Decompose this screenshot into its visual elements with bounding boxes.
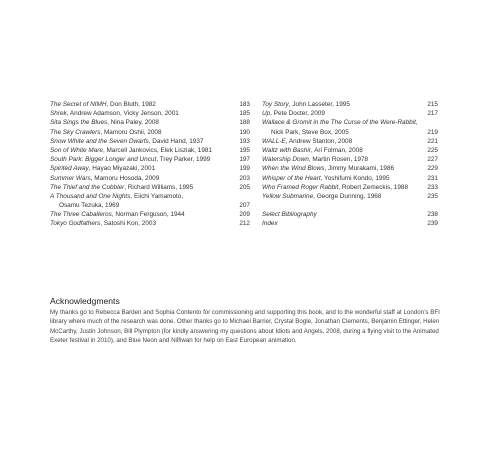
toc-page-number: 212 — [239, 220, 250, 228]
toc-page-number: 197 — [239, 156, 250, 164]
toc-film-credit: , Andrew Stanton, 2008 — [285, 137, 353, 145]
toc-film-credit: , Mamoru Oshii, 2008 — [100, 128, 162, 136]
toc-entry — [50, 219, 250, 228]
toc-film-credit: , Andrew Adamson, Vicky Jenson, 2001 — [66, 110, 179, 118]
toc-entry — [262, 118, 438, 127]
acknowledgments-heading: Acknowledgments — [50, 296, 120, 306]
toc-film-credit: , Ari Folman, 2008 — [310, 146, 363, 154]
toc-film-credit: , Martin Rosen, 1978 — [308, 156, 369, 164]
toc-page-number: 221 — [427, 137, 438, 145]
toc-entry — [50, 155, 250, 164]
toc-page-number: 239 — [427, 220, 438, 228]
toc-entry — [50, 210, 250, 219]
toc-entry — [262, 100, 438, 109]
toc-entry-title — [50, 174, 159, 183]
toc-film-title: WALL-E — [262, 137, 286, 145]
toc-film-credit: , Don Bluth, 1982 — [106, 101, 156, 108]
toc-entry — [50, 100, 250, 109]
toc-film-title: The Sky Crawlers — [50, 128, 101, 136]
toc-page-number: 193 — [239, 137, 250, 145]
toc-film-credit: , Satoshi Kon, 2003 — [100, 220, 156, 228]
toc-entry-title — [262, 118, 418, 127]
toc-film-credit: , Norman Ferguson, 1944 — [111, 211, 185, 219]
toc-film-credit: , Mamoru Hosoda, 2009 — [90, 174, 160, 182]
toc-entry-title — [50, 100, 156, 109]
toc-entry-title — [262, 164, 394, 173]
toc-entry — [262, 183, 438, 192]
toc-entry-title — [262, 137, 352, 146]
toc-entry-title — [262, 128, 349, 137]
toc-entry-title — [262, 155, 368, 164]
toc-left-column — [50, 100, 250, 229]
toc-entry — [50, 137, 250, 146]
toc-film-title: Select Bibliography — [262, 211, 317, 219]
toc-film-credit: , Robert Zemeckis, 1988 — [338, 183, 408, 191]
toc-page-number: 238 — [427, 211, 438, 219]
toc-page-number: 235 — [427, 192, 438, 200]
toc-film-title: Toy Story — [262, 101, 289, 108]
toc-page-number: 207 — [239, 202, 250, 210]
toc-page-number: 219 — [427, 128, 438, 136]
toc-entry — [50, 192, 250, 201]
toc-film-title: Snow White and the Seven Dwarfs — [50, 137, 149, 145]
toc-page-number: 215 — [427, 101, 438, 108]
toc-entry — [50, 174, 250, 183]
toc-film-title: Watership Down — [262, 156, 309, 164]
toc-entry-title — [50, 183, 193, 192]
toc-page-number: 209 — [239, 211, 250, 219]
toc-film-title: When the Wind Blows — [262, 165, 325, 173]
toc-film-credit: , John Lasseter, 1995 — [288, 101, 350, 108]
toc-entry-title — [50, 109, 179, 118]
toc-film-credit: , Jimmy Murakami, 1986 — [324, 165, 395, 173]
toc-page-number: 205 — [239, 183, 250, 191]
toc-film-credit: , Marcell Jankovics, Elek Lisziak, 1981 — [102, 146, 212, 154]
toc-page-number: 233 — [427, 183, 438, 191]
toc-film-title: The Three Caballeros — [50, 211, 112, 219]
toc-entry — [50, 164, 250, 173]
toc-entry — [262, 146, 438, 155]
toc-entry — [262, 219, 438, 228]
toc-entry — [262, 137, 438, 146]
toc-entry-title — [50, 155, 210, 164]
toc-film-credit: , Trey Parker, 1999 — [156, 156, 211, 164]
toc-page-number — [246, 192, 250, 201]
toc-entry — [50, 183, 250, 192]
toc-entry-title — [50, 118, 159, 127]
toc-page-number: 229 — [427, 165, 438, 173]
toc-entry — [262, 128, 438, 137]
toc-film-credit: , Hayao Miyazaki, 2001 — [88, 165, 156, 173]
toc-film-credit: , Nina Paley, 2008 — [107, 119, 159, 127]
toc-entry — [50, 118, 250, 127]
toc-film-credit: , Pete Docter, 2009 — [270, 110, 325, 118]
toc-film-title: Index — [262, 220, 278, 228]
toc-entry — [262, 109, 438, 118]
toc-entry-title — [50, 210, 185, 219]
toc-film-credit: , George Dunning, 1968 — [313, 192, 382, 200]
toc-entry — [262, 210, 438, 219]
toc-entry — [50, 109, 250, 118]
toc-entry-title — [50, 164, 155, 173]
toc-film-credit: , Yoshifumi Kondo, 1995 — [320, 174, 390, 182]
toc-film-title: The Secret of NIMH — [50, 101, 107, 108]
toc-entry-title — [262, 174, 390, 183]
toc-page-number: 195 — [239, 146, 250, 154]
toc-film-credit: , David Hand, 1937 — [148, 137, 204, 145]
toc-entry-title — [262, 146, 363, 155]
toc-entry-title — [262, 109, 325, 118]
toc-entry — [50, 201, 250, 210]
toc-entry — [50, 128, 250, 137]
toc-film-title: Whisper of the Heart — [262, 174, 321, 182]
toc-film-credit: , Richard Williams, 1995 — [124, 183, 194, 191]
toc-page-number: 185 — [239, 110, 250, 118]
toc-film-title: Spirited Away — [50, 165, 89, 173]
acknowledgments-section — [50, 296, 454, 345]
toc-page-number — [434, 118, 438, 127]
toc-film-title: Tokyo Godfathers — [50, 220, 101, 228]
toc-page-number: 225 — [427, 146, 438, 154]
toc-film-title: Waltz with Bashir — [262, 146, 311, 154]
toc-film-title: Who Framed Roger Rabbit — [262, 183, 339, 191]
toc-film-title: A Thousand and One Nights — [50, 192, 131, 200]
toc-page-number: 203 — [239, 174, 250, 182]
toc-film-title: South Park: Bigger Longer and Uncut — [50, 156, 157, 164]
toc-entry-title — [50, 219, 156, 228]
toc-film-title: Yellow Submarine — [262, 192, 314, 200]
toc-entry — [262, 164, 438, 173]
toc-film-title: Up — [262, 110, 271, 118]
toc-entry-title — [50, 137, 203, 146]
toc-entry-title — [262, 219, 278, 228]
toc-film-title: Son of White Mare — [50, 146, 103, 154]
toc-entry-title — [262, 183, 408, 192]
toc-film-title: Wallace & Gromit in the The Curse of the Were-Rabbit — [262, 119, 416, 127]
toc-page-number: 231 — [427, 174, 438, 182]
toc-page-number: 188 — [239, 119, 250, 127]
toc-entry-title — [50, 128, 162, 137]
toc-entry-title — [50, 192, 183, 201]
toc-entry-title — [50, 146, 212, 155]
toc-entry — [50, 146, 250, 155]
toc-film-credit: Osamu Tezuka, 1969 — [59, 202, 120, 210]
toc-film-title: The Thief and the Cobbler — [50, 183, 125, 191]
toc-film-title: Summer Wars — [50, 174, 91, 182]
toc-entry-title — [50, 201, 119, 210]
toc-entry-title — [262, 210, 317, 219]
toc-film-credit: Nick Park, Steve Box, 2005 — [271, 128, 349, 136]
toc-right-column — [262, 100, 438, 229]
toc-entry-title — [262, 100, 350, 109]
toc-page-number: 190 — [239, 128, 250, 136]
toc-entry — [262, 174, 438, 183]
toc-entry-title — [262, 192, 381, 201]
toc-film-title: Shrek — [50, 110, 67, 118]
toc-page-number: 183 — [239, 101, 250, 108]
toc-page-number: 227 — [427, 156, 438, 164]
toc-film-credit: , — [415, 119, 418, 127]
acknowledgments-body: My thanks go to Rebecca Barden and Sophia Contento for commissioning and supporting this book, and to the wonderful staff at London’s BFI library where much of the research was done. Other thanks go to Michael Barrier, Crystal Bogle, Jonathan Clements, Benjamin Ettinger, Helen McCarthy, Justin Johnson, Bill Plympton (for kindly answering my questions about Idiots and Angels, 2008, during a flying visit to the Animated Exeter festival in 2010), and Blue Neon and Nilfiwan for help on East European animation. — [50, 309, 440, 344]
toc-page-number: 217 — [427, 110, 438, 118]
toc-entry — [262, 192, 438, 201]
toc-page-number: 199 — [239, 165, 250, 173]
toc-entry — [262, 155, 438, 164]
toc-film-credit: , Eiichi Yamamoto, — [130, 192, 184, 200]
toc-film-title: Sita Sings the Blues — [50, 119, 108, 127]
